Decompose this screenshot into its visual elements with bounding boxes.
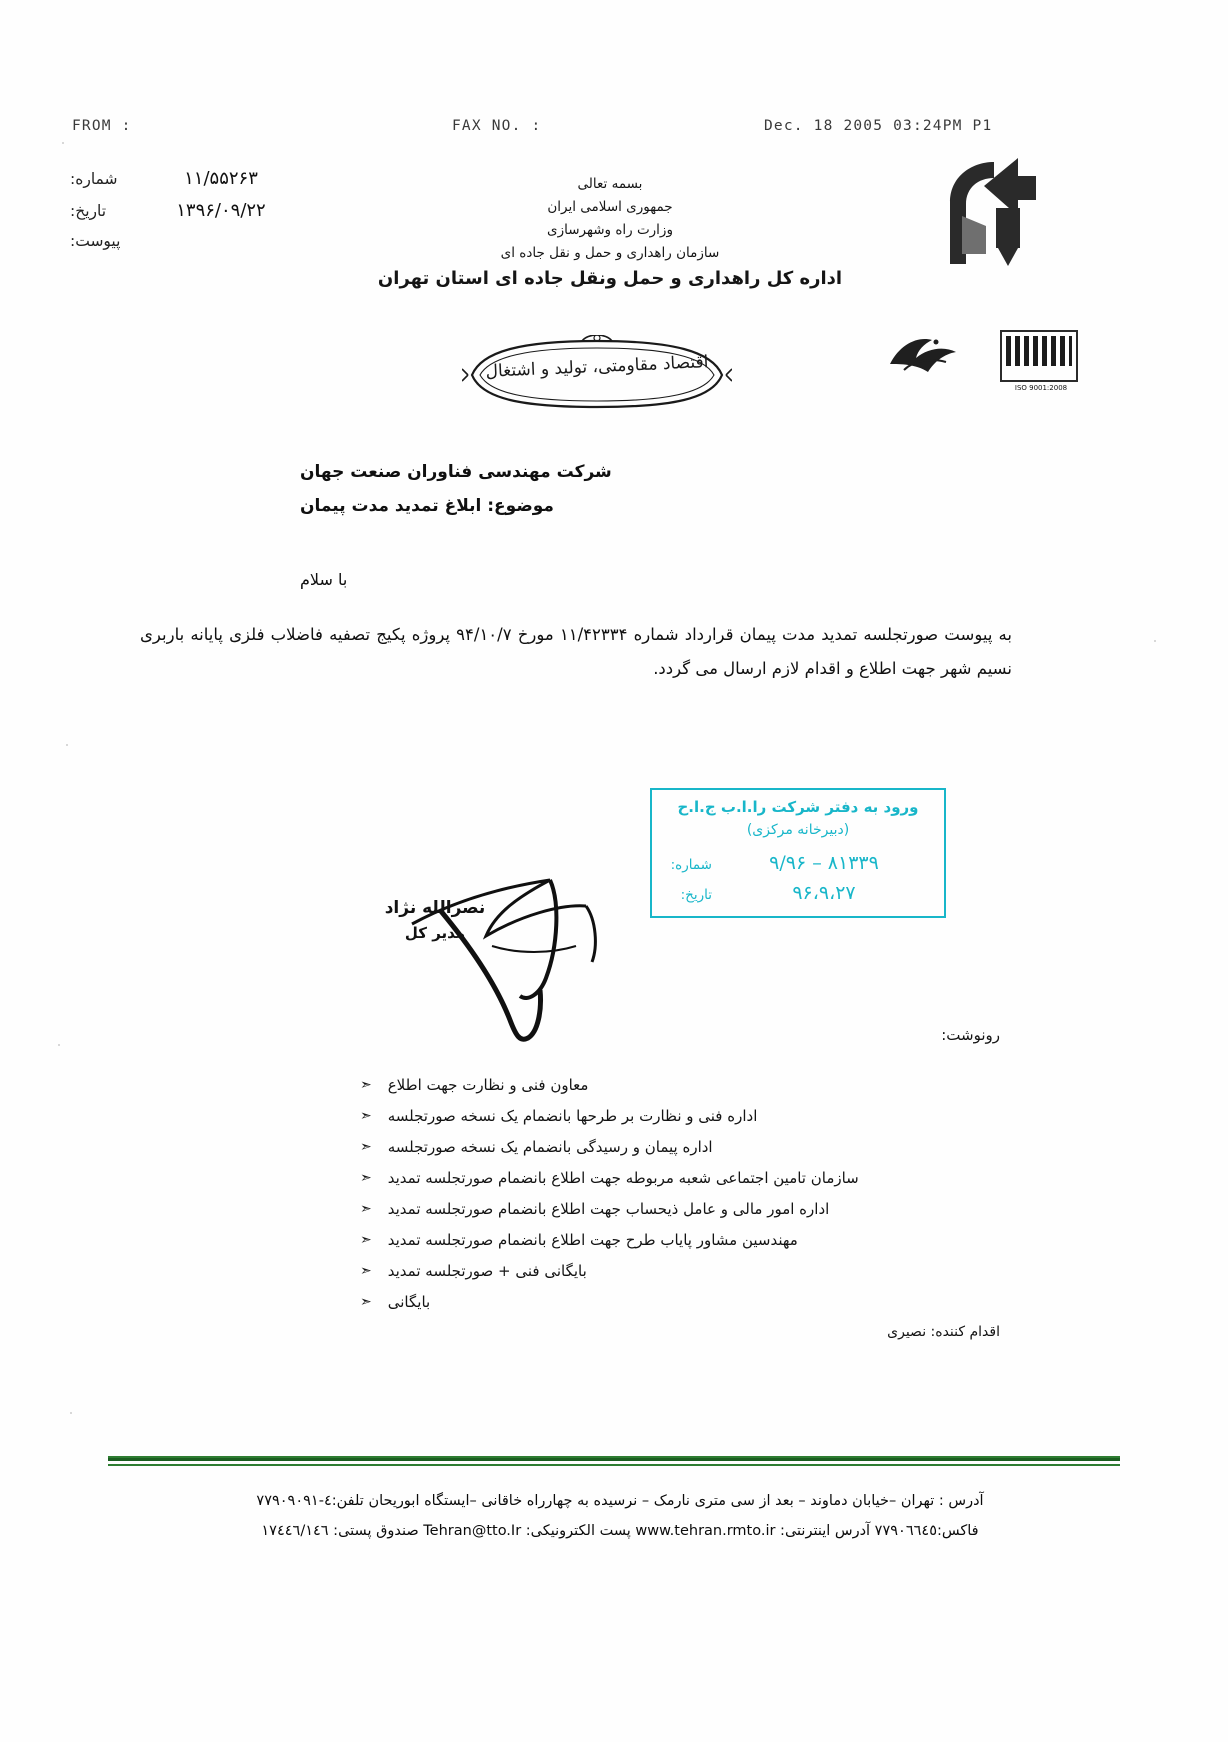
footer-divider	[108, 1456, 1120, 1461]
scan-speck	[1154, 640, 1156, 642]
cc-item-text: اداره پیمان و رسیدگی بانضمام یک نسخه صورتجلسه	[387, 1138, 713, 1156]
stamp-date-value: ۹۶،۹،۲۷	[792, 882, 856, 904]
receipt-stamp	[650, 788, 946, 918]
letterhead-line-2: جمهوری اسلامی ایران	[547, 199, 673, 215]
ministry-arrow-logo-icon	[932, 156, 1036, 268]
stamp-title: ورود به دفتر شرکت را.ا.ب ج.ا.ح	[677, 798, 919, 816]
meta-row-number	[70, 168, 320, 189]
meta-attachment-label: پیوست:	[70, 232, 121, 250]
cc-list-item	[360, 1169, 920, 1187]
subject-line: موضوع: ابلاغ تمدید مدت پیمان	[300, 496, 554, 516]
letterhead-line-4: سازمان راهداری و حمل و نقل جاده ای	[500, 245, 720, 261]
iso-logo-bars	[1006, 336, 1072, 366]
scan-speck	[66, 744, 68, 746]
iso-logo-label: ISO 9001:2008	[1014, 384, 1068, 392]
stamp-number-row	[660, 852, 936, 874]
action-taker: اقدام کننده: نصیری	[887, 1324, 1000, 1340]
cc-item-text: بایگانی فنی + صورتجلسه تمدید	[387, 1262, 587, 1280]
slogan-seal	[462, 335, 732, 413]
iso-certification-logo-icon	[1000, 330, 1078, 392]
cc-item-text: اداره فنی و نظارت بر طرحها بانضمام یک نسخه صورتجلسه	[387, 1107, 758, 1125]
letterhead-line-1: بسمه تعالی	[577, 176, 643, 192]
addressee: شرکت مهندسی فناوران صنعت جهان	[300, 462, 612, 482]
cc-bullet-icon: ➣	[360, 1232, 372, 1248]
cc-item-text: معاون فنی و نظارت جهت اطلاع	[387, 1076, 589, 1094]
fax-from-label: FROM :	[72, 118, 132, 134]
fax-timestamp: Dec. 18 2005 03:24PM P1	[764, 118, 993, 134]
slogan-text: اقتصاد مقاومتی، تولید و اشتغال	[485, 352, 709, 382]
document-meta	[70, 168, 320, 261]
footer	[120, 1486, 1120, 1546]
cc-item-text: سازمان تامین اجتماعی شعبه مربوطه جهت اطلاع بانضمام صورتجلسه تمدید	[387, 1169, 859, 1187]
meta-row-attachment	[70, 232, 320, 250]
cc-bullet-icon: ➣	[360, 1139, 372, 1155]
cc-list-item	[360, 1107, 920, 1125]
meta-row-date	[70, 200, 320, 221]
cc-list-item	[360, 1076, 920, 1094]
greeting: با سلام	[300, 570, 348, 589]
stamp-number-label: شماره:	[670, 857, 712, 873]
organization-emblem-icon	[884, 330, 962, 378]
stamp-number-value: ۸۱۳۳۹ – ۹/۹۶	[769, 852, 879, 874]
cc-bullet-icon: ➣	[360, 1201, 372, 1217]
letterhead-line-5: اداره کل راهداری و حمل ونقل جاده ای استان تهران	[377, 268, 843, 289]
meta-date-value: ۱۳۹۶/۰۹/۲۲	[176, 200, 266, 221]
scan-speck	[70, 1412, 72, 1414]
cc-item-text: بایگانی	[387, 1293, 431, 1311]
cc-list-item	[360, 1262, 920, 1280]
signer-title: مدیر کل	[404, 924, 466, 942]
cc-list	[360, 1076, 920, 1324]
cc-bullet-icon: ➣	[360, 1170, 372, 1186]
footer-contact-line: فاکس:٧٧٩٠٦٦٤٥ آدرس اینترنتی: www.tehran.rmto.ir پست الکترونیکی: Tehran@tto.Ir صندوق پستی: ١٧٤٤٦/١٤٦	[261, 1523, 979, 1539]
fax-number-label: FAX NO. :	[452, 118, 542, 134]
stamp-subtitle: (دبیرخانه مرکزی)	[746, 822, 850, 838]
cc-bullet-icon: ➣	[360, 1294, 372, 1310]
footer-address-line: آدرس : تهران –خیابان دماوند – بعد از سی متری نارمک – نرسیده به چهارراه خاقانی –ایستگاه ابوریحان تلفن:٤-٧٧٩٠٩٠٩١	[256, 1493, 984, 1509]
signer-name: نصرالله نژاد	[384, 898, 486, 918]
footer-divider-thin	[108, 1464, 1120, 1466]
scan-speck	[62, 142, 64, 144]
stamp-date-row	[660, 882, 936, 904]
fax-header	[0, 118, 1228, 138]
meta-number-value: ۱۱/۵۵۲۶۳	[184, 168, 258, 189]
cc-list-item	[360, 1293, 920, 1311]
cc-item-text: مهندسین مشاور پایاب طرح جهت اطلاع بانضمام صورتجلسه تمدید	[387, 1231, 798, 1249]
cc-list-item	[360, 1231, 920, 1249]
meta-number-label: شماره:	[70, 170, 118, 188]
cc-bullet-icon: ➣	[360, 1077, 372, 1093]
letterhead-line-3: وزارت راه وشهرسازی	[547, 222, 673, 238]
scan-speck	[58, 1044, 60, 1046]
stamp-date-label: تاریخ:	[680, 887, 712, 903]
cc-bullet-icon: ➣	[360, 1108, 372, 1124]
cc-item-text: اداره امور مالی و عامل ذیحساب جهت اطلاع بانضمام صورتجلسه تمدید	[387, 1200, 830, 1218]
letterhead	[330, 176, 890, 296]
cc-title: رونوشت:	[941, 1026, 1000, 1044]
cc-list-item	[360, 1138, 920, 1156]
cc-list-item	[360, 1200, 920, 1218]
meta-date-label: تاریخ:	[70, 202, 107, 220]
cc-bullet-icon: ➣	[360, 1263, 372, 1279]
letter-body: به پیوست صورتجلسه تمدید مدت پیمان قرارداد شماره ۱۱/۴۲۳۳۴ مورخ ۹۴/۱۰/۷ پروژه پکیج تصفیه فاضلاب فلزی پایانه باربری نسیم شهر جهت اطلاع و اقدام لازم ارسال می گردد.	[140, 625, 1012, 678]
handwritten-signature-icon	[400, 850, 620, 1050]
